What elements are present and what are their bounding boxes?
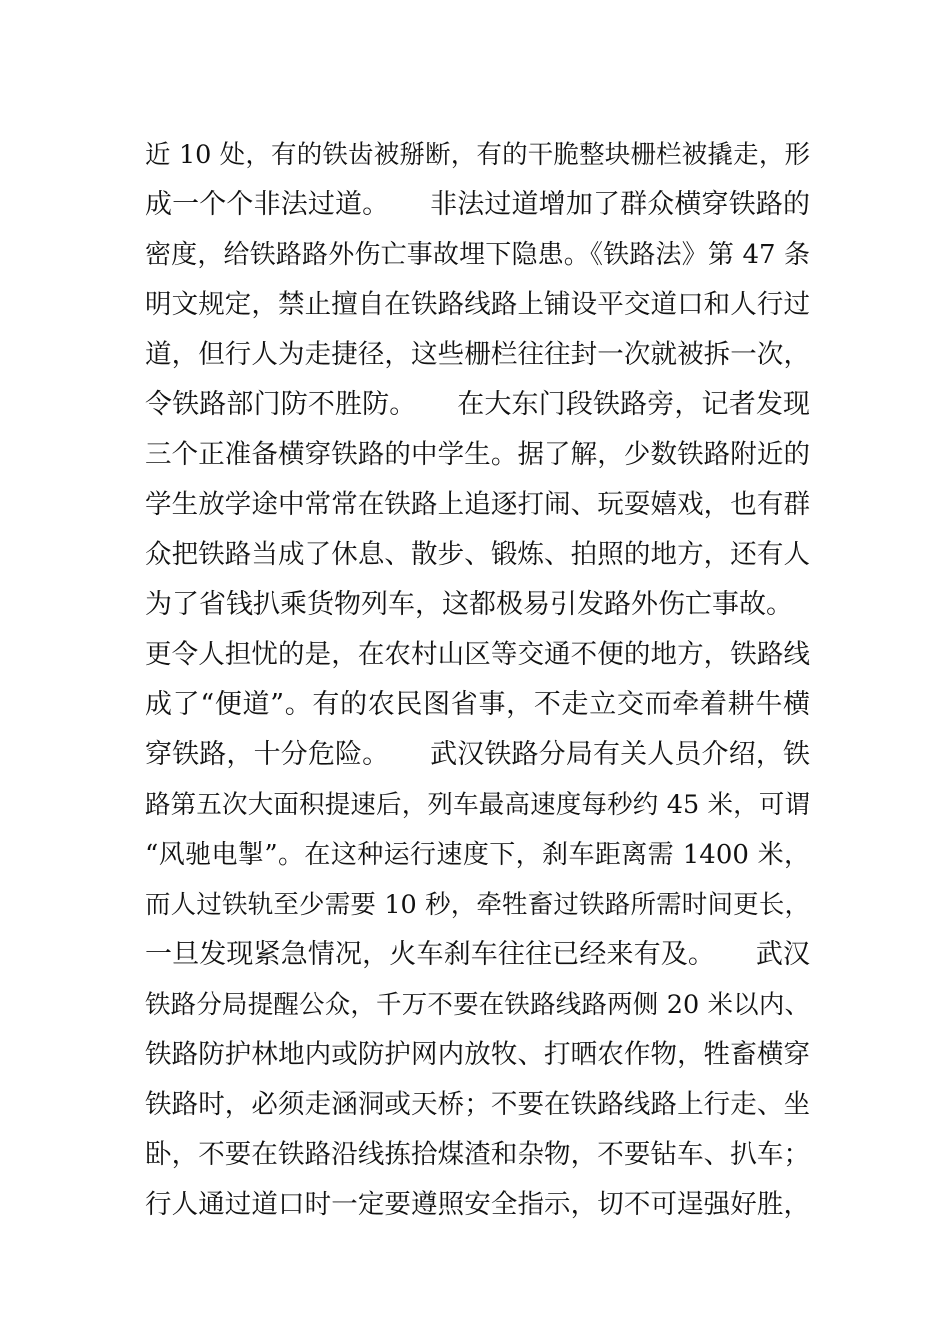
- text-line: 学生放学途中常常在铁路上追逐打闹、玩耍嬉戏，也有群: [145, 489, 810, 520]
- text-line: 行人通过道口时一定要遵照安全指示，切不可逞强好胜，: [145, 1189, 810, 1220]
- text-line: 铁路时，必须走涵洞或天桥；不要在铁路线路上行走、坐: [145, 1089, 810, 1120]
- article-body: [145, 130, 810, 1230]
- text-line: 而人过铁轨至少需要 10 秒，牵牲畜过铁路所需时间更长，: [145, 890, 810, 920]
- text-line: 明文规定，禁止擅自在铁路线路上铺设平交道口和人行过: [145, 289, 810, 320]
- text-line: 众把铁路当成了休息、散步、锻炼、拍照的地方，还有人: [145, 539, 810, 570]
- text-line: 三个正准备横穿铁路的中学生。据了解，少数铁路附近的: [145, 439, 810, 470]
- text-line: 密度，给铁路路外伤亡事故埋下隐患。《铁路法》第 47 条: [145, 240, 810, 270]
- text-line: 路第五次大面积提速后，列车最高速度每秒约 45 米，可谓: [145, 790, 810, 820]
- text-line: 卧，不要在铁路沿线拣拾煤渣和杂物，不要钻车、扒车；: [145, 1139, 810, 1170]
- text-line: 更令人担忧的是，在农村山区等交通不便的地方，铁路线: [145, 639, 810, 670]
- text-line: 一旦发现紧急情况，火车刹车往往已经来有及。 武汉: [145, 939, 810, 970]
- text-line: 铁路防护林地内或防护网内放牧、打晒农作物，牲畜横穿: [145, 1039, 810, 1070]
- text-line: 成一个个非法过道。 非法过道增加了群众横穿铁路的: [145, 189, 810, 220]
- text-line: 铁路分局提醒公众，千万不要在铁路线路两侧 20 米以内、: [145, 990, 810, 1020]
- text-line: 近 10 处，有的铁齿被掰断，有的干脆整块栅栏被撬走，形: [145, 140, 810, 170]
- text-line: 令铁路部门防不胜防。 在大东门段铁路旁，记者发现: [145, 389, 810, 420]
- text-line: 为了省钱扒乘货物列车，这都极易引发路外伤亡事故。: [145, 589, 793, 620]
- text-line: “风驰电掣”。在这种运行速度下，刹车距离需 1400 米，: [145, 840, 810, 870]
- text-line: 穿铁路，十分危险。 武汉铁路分局有关人员介绍，铁: [145, 739, 810, 770]
- text-line: 道，但行人为走捷径，这些栅栏往往封一次就被拆一次，: [145, 339, 810, 370]
- text-line: 成了“便道”。有的农民图省事，不走立交而牵着耕牛横: [145, 689, 810, 720]
